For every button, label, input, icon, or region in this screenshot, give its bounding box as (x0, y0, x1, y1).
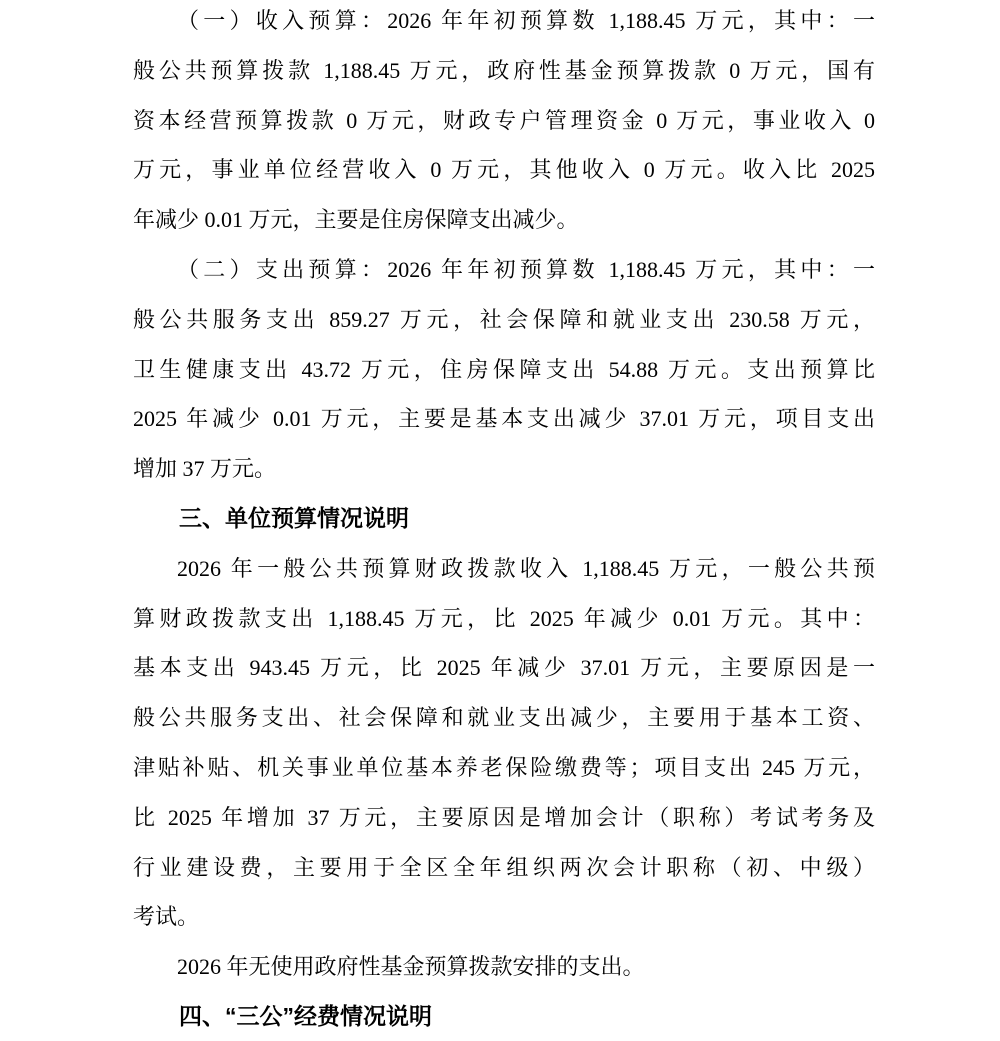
text-line: 万元，事业单位经营收入 0 万元，其他收入 0 万元。收入比 2025 (133, 157, 875, 183)
text-line: （二）支出预算：2026 年年初预算数 1,188.45 万元，其中：一 (177, 256, 875, 282)
text-line: 卫生健康支出 43.72 万元，住房保障支出 54.88 万元。支出预算比 (133, 356, 875, 382)
text-line: 般公共预算拨款 1,188.45 万元，政府性基金预算拨款 0 万元，国有 (133, 57, 875, 83)
paragraph-government-fund-note (133, 942, 875, 992)
text-line: 基本支出 943.45 万元，比 2025 年减少 37.01 万元，主要原因是一 (133, 655, 875, 681)
section-heading-three-public-expenses: 四、“三公”经费情况说明 (179, 1002, 432, 1029)
text-line: 津贴补贴、机关事业单位基本养老保险缴费等；项目支出 245 万元， (133, 754, 875, 780)
text-line: 资本经营预算拨款 0 万元，财政专户管理资金 0 万元，事业收入 0 (133, 107, 875, 133)
text-line: 2026 年无使用政府性基金预算拨款安排的支出。 (177, 954, 645, 980)
text-line: 比 2025 年增加 37 万元，主要原因是增加会计（职称）考试考务及 (133, 804, 875, 830)
document-content (133, 0, 875, 1041)
text-line: 2025 年减少 0.01 万元，主要是基本支出减少 37.01 万元，项目支出 (133, 406, 875, 432)
text-line: 般公共服务支出、社会保障和就业支出减少，主要用于基本工资、 (133, 705, 875, 731)
section-heading-unit-budget: 三、单位预算情况说明 (179, 504, 409, 531)
text-line: 算财政拨款支出 1,188.45 万元，比 2025 年减少 0.01 万元。其中： (133, 605, 875, 631)
text-line: （一）收入预算：2026 年年初预算数 1,188.45 万元，其中：一 (177, 8, 875, 33)
text-line: 年减少 0.01 万元，主要是住房保障支出减少。 (133, 207, 579, 233)
text-line: 2026 年一般公共预算财政拨款收入 1,188.45 万元，一般公共预 (177, 555, 875, 581)
text-line: 增加 37 万元。 (133, 456, 277, 482)
paragraph-unit-budget-detail (133, 544, 875, 942)
text-line: 行业建设费，主要用于全区全年组织两次会计职称（初、中级） (133, 854, 875, 880)
text-line: 般公共服务支出 859.27 万元，社会保障和就业支出 230.58 万元， (133, 306, 875, 332)
text-line: 考试。 (133, 904, 200, 930)
paragraph-income-budget (133, 0, 875, 245)
paragraph-expenditure-budget (133, 245, 875, 494)
